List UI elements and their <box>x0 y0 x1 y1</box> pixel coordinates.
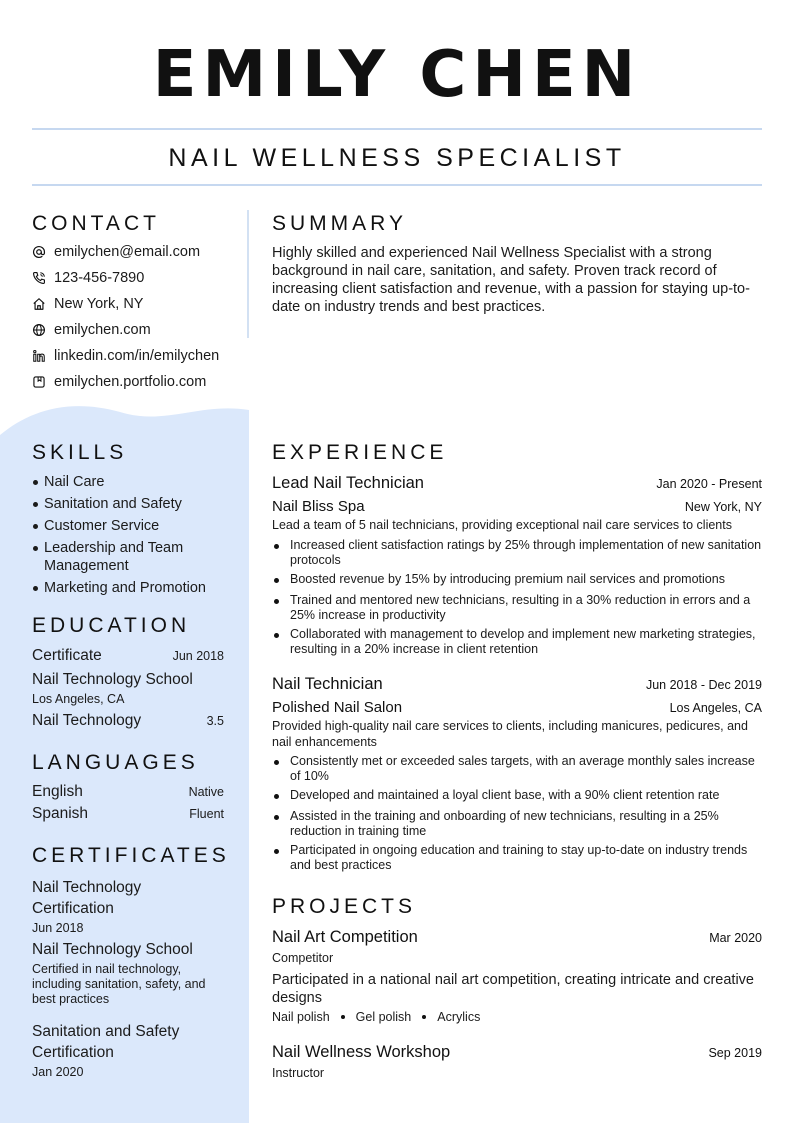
language-row <box>32 805 224 823</box>
education-degree-row <box>32 647 224 665</box>
job-location: New York, NY <box>684 500 762 514</box>
contact-website-text: emilychen.com <box>54 322 151 338</box>
certificate-name: Nail Technology Certification <box>32 879 142 917</box>
header-top-rule <box>32 128 762 130</box>
education-gpa: 3.5 <box>206 714 224 728</box>
education-field-row <box>32 712 224 730</box>
contact-location-text: New York, NY <box>54 296 144 312</box>
tag-separator <box>422 1015 426 1019</box>
column-divider <box>247 210 249 338</box>
job-bullet: Increased client satisfaction ratings by 25% through implementation of new sanitation protocols <box>290 538 762 567</box>
project-tag: Nail polish <box>272 1010 330 1024</box>
project-role: Competitor <box>272 951 334 965</box>
certificate-name: Sanitation and Safety Certification <box>32 1023 180 1061</box>
certificate-description: Certified in nail technology, including sanitation, safety, and best practices <box>32 962 206 1006</box>
language-level: Native <box>188 785 224 799</box>
candidate-name: EMILY CHEN <box>152 38 642 112</box>
job-bullet: Participated in ongoing education and training to stay up-to-date on industry trends and best practices <box>290 843 762 873</box>
phone-icon <box>32 271 46 285</box>
education-school: Nail Technology School <box>32 671 193 688</box>
globe-icon <box>32 323 46 337</box>
project-role: Instructor <box>272 1066 325 1080</box>
education-heading: EDUCATION <box>32 614 191 637</box>
job-bullet: Consistently met or exceeded sales targets, with an average monthly sales increase of 10% <box>290 754 762 784</box>
summary-heading: SUMMARY <box>272 212 407 235</box>
job-date: Jun 2018 - Dec 2019 <box>645 678 762 692</box>
education-degree: Certificate <box>32 647 102 664</box>
job-company-row <box>272 699 762 716</box>
project-tag: Gel polish <box>355 1010 412 1024</box>
skill-item: Sanitation and Safety <box>32 495 232 513</box>
project-header <box>272 1043 762 1062</box>
home-icon <box>32 297 46 311</box>
certificate-date: Jun 2018 <box>32 921 84 935</box>
project-date: Sep 2019 <box>708 1046 762 1060</box>
skill-item: Marketing and Promotion <box>32 579 232 597</box>
job-location: Los Angeles, CA <box>669 701 762 715</box>
project-name: Nail Art Competition <box>272 928 418 946</box>
linkedin-icon <box>32 349 46 363</box>
experience-heading: EXPERIENCE <box>272 441 448 464</box>
education-date: Jun 2018 <box>172 649 224 663</box>
contact-phone-text: 123-456-7890 <box>54 270 145 286</box>
skills-heading: SKILLS <box>32 441 128 464</box>
contact-portfolio-text: emilychen.portfolio.com <box>54 374 207 390</box>
job-bullet: Collaborated with management to develop and implement new marketing strategies, resulting in a 20% increase in client retention <box>290 627 762 657</box>
contact-heading: CONTACT <box>32 212 160 235</box>
contact-location <box>32 296 143 312</box>
languages-heading: LANGUAGES <box>32 751 199 774</box>
contact-linkedin[interactable] <box>32 348 219 364</box>
job-company: Nail Bliss Spa <box>272 498 365 515</box>
language-level: Fluent <box>189 807 224 821</box>
certificates-heading: CERTIFICATES <box>32 844 230 867</box>
project-date: Mar 2020 <box>709 931 762 945</box>
certificate-issuer: Nail Technology School <box>32 941 193 958</box>
portfolio-icon <box>32 375 46 389</box>
job-header <box>272 474 762 493</box>
education-location: Los Angeles, CA <box>32 692 125 706</box>
job-company-row <box>272 498 762 515</box>
project-name: Nail Wellness Workshop <box>272 1043 451 1061</box>
at-icon <box>32 245 46 259</box>
language-row <box>32 783 224 801</box>
project-tag: Acrylics <box>437 1010 481 1024</box>
job-company: Polished Nail Salon <box>272 699 403 716</box>
summary-text: Highly skilled and experienced Nail Wellness Specialist with a strong background in nail care, sanitation, and safety. Proven track record of increasing client satisfaction and revenue, with a passion for staying up-to-date on industry trends and best practices. <box>272 245 750 315</box>
contact-email-text: emilychen@email.com <box>54 244 201 260</box>
job-title: Lead Nail Technician <box>272 474 424 492</box>
job-header <box>272 675 762 694</box>
project-header <box>272 928 762 947</box>
contact-email[interactable] <box>32 244 200 260</box>
job-title: Nail Technician <box>272 675 383 693</box>
skill-item: Customer Service <box>32 517 232 535</box>
job-description: Provided high-quality nail care services to clients, including manicures, pedicures, and nail enhancements <box>272 719 748 749</box>
tag-separator <box>341 1015 345 1019</box>
contact-linkedin-text: linkedin.com/in/emilychen <box>54 348 220 364</box>
project-tags <box>272 1010 480 1024</box>
skill-item: Nail Care <box>32 473 232 491</box>
language-name: Spanish <box>32 805 89 822</box>
contact-portfolio[interactable] <box>32 374 206 390</box>
job-date: Jan 2020 - Present <box>656 477 762 491</box>
language-name: English <box>32 783 83 800</box>
job-bullet: Developed and maintained a loyal client base, with a 90% client retention rate <box>290 788 762 803</box>
contact-phone[interactable] <box>32 270 144 286</box>
project-description: Participated in a national nail art competition, creating intricate and creative designs <box>272 972 754 1006</box>
skill-item: Leadership and Team Management <box>32 539 232 575</box>
education-field: Nail Technology <box>32 712 142 729</box>
projects-heading: PROJECTS <box>272 895 417 918</box>
certificate-date: Jan 2020 <box>32 1065 84 1079</box>
job-bullet: Boosted revenue by 15% by introducing premium nail services and promotions <box>290 572 762 587</box>
job-title: NAIL WELLNESS SPECIALIST <box>168 144 626 172</box>
contact-website[interactable] <box>32 322 151 338</box>
job-description: Lead a team of 5 nail technicians, providing exceptional nail care services to clients <box>272 518 732 532</box>
job-bullet: Trained and mentored new technicians, resulting in a 30% reduction in errors and a 25% increase in productivity <box>290 593 762 623</box>
job-bullet: Assisted in the training and onboarding of new technicians, resulting in a 25% reduction in training time <box>290 809 762 839</box>
header-bottom-rule <box>32 184 762 186</box>
